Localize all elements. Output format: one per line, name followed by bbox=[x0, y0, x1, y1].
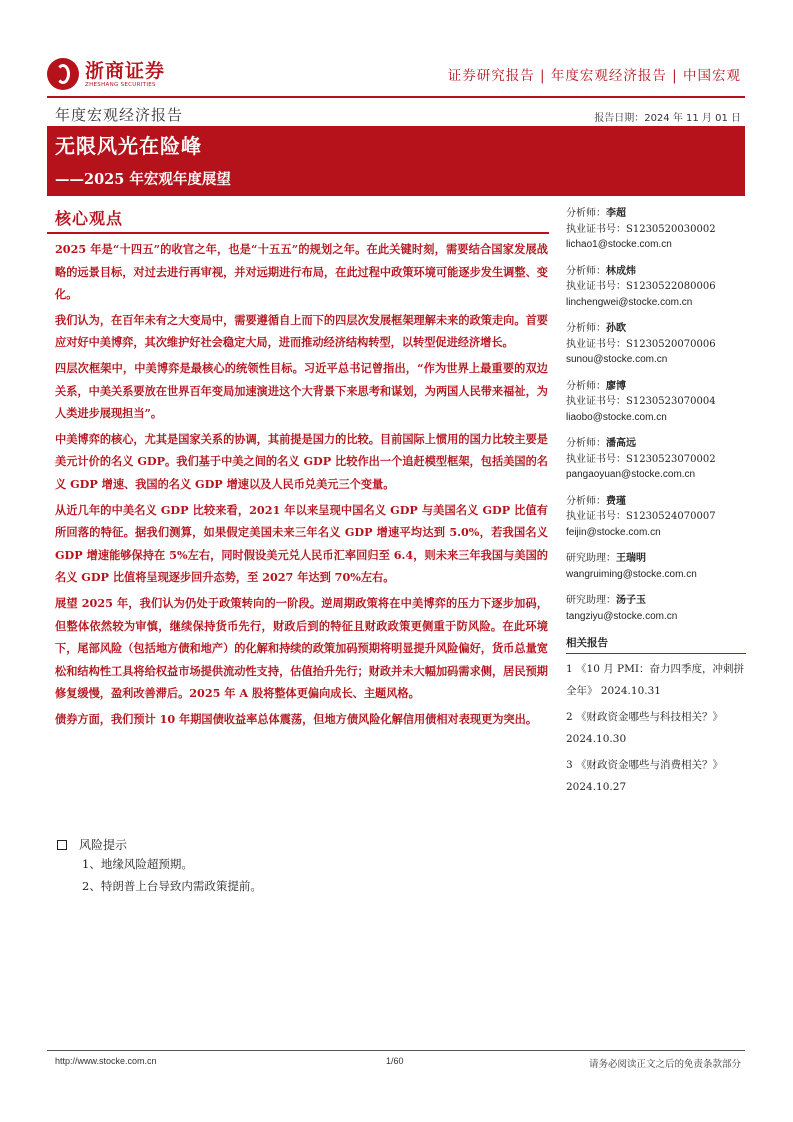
sidebar bbox=[566, 206, 746, 798]
core-paragraph: 从近几年的中美名义 GDP 比较来看，2021 年以来呈现中国名义 GDP 与美国名义 GDP 比值有所回落的特征。据我们测算，如果假定美国未来三年名义 GDP 增速平均达到 5.0%，若我国名义 GDP 增速能够保持在 5%左右，同时假设美元兑人民币汇率回归至 6.4，则未来三年我国与美国的名义 GDP 比值将呈现逐步回升态势，至 2027 年达到 70%左右。 bbox=[55, 502, 548, 585]
analyst-name: 廖博 bbox=[606, 380, 626, 392]
analyst-email[interactable]: pangaoyuan@stocke.com.cn bbox=[566, 469, 696, 480]
analyst-card bbox=[566, 321, 746, 368]
title-banner bbox=[47, 126, 745, 196]
core-paragraph: 四层次框架中，中美博弈是最核心的统领性目标。习近平总书记曾指出，“作为世界上最重要的双边关系，中美关系要放在世界百年变局加速演进这个大背景下来思考和谋划，为两国人民带来福祉，为人类进步展现担当”。 bbox=[55, 360, 548, 421]
analyst-role: 分析师： bbox=[566, 380, 606, 392]
assistant-email[interactable]: tangziyu@stocke.com.cn bbox=[566, 610, 678, 622]
risk-heading bbox=[57, 836, 127, 853]
header-divider bbox=[47, 96, 745, 98]
analyst-email[interactable]: feijin@stocke.com.cn bbox=[566, 526, 661, 538]
related-reports-heading: 相关报告 bbox=[566, 635, 746, 654]
related-report-link[interactable]: 2 《财政资金哪些与科技相关？》 2024.10.30 bbox=[566, 711, 724, 745]
analyst-name: 林成炜 bbox=[606, 265, 636, 277]
analyst-role: 分析师： bbox=[566, 265, 606, 277]
core-paragraph: 债券方面，我们预计 10 年期国债收益率总体震荡，但地方债风险化解信用债相对表现更为突出。 bbox=[55, 711, 538, 726]
company-logo bbox=[47, 54, 165, 94]
analyst-card bbox=[566, 379, 746, 426]
assistant-name: 王瑞明 bbox=[616, 553, 646, 564]
analyst-role: 分析师： bbox=[566, 438, 606, 449]
analyst-email[interactable]: lichao1@stocke.com.cn bbox=[566, 239, 672, 250]
analyst-email[interactable]: sunou@stocke.com.cn bbox=[566, 354, 668, 365]
related-report-link[interactable]: 3 《财政资金哪些与消费相关？》 2024.10.27 bbox=[566, 759, 724, 793]
checkbox-square-icon bbox=[57, 840, 67, 850]
analyst-cert: 执业证书号：S1230523070004 bbox=[566, 396, 716, 407]
risk-item: 2、特朗普上台导致内需政策提前。 bbox=[82, 879, 262, 893]
analyst-card bbox=[566, 436, 746, 483]
analyst-card bbox=[566, 264, 746, 311]
analyst-cert: 执业证书号：S1230522080006 bbox=[566, 281, 716, 292]
report-type: 年度宏观经济报告 bbox=[55, 106, 184, 124]
analyst-cert: 执业证书号：S1230523070002 bbox=[566, 453, 716, 465]
assistant-role: 研究助理： bbox=[566, 595, 616, 606]
analyst-card bbox=[566, 206, 746, 253]
analyst-email[interactable]: liaobo@stocke.com.cn bbox=[566, 411, 667, 423]
disclaimer-note: 请务必阅读正文之后的免责条款部分 bbox=[588, 1059, 741, 1070]
assistant-role: 研究助理： bbox=[566, 553, 616, 564]
report-date: 报告日期：2024 年 11 月 01 日 bbox=[594, 113, 741, 124]
core-view-heading: 核心观点 bbox=[55, 209, 124, 228]
footer-url[interactable]: http://www.stocke.com.cn bbox=[55, 1056, 157, 1066]
analyst-card bbox=[566, 494, 746, 541]
report-title: 无限风光在险峰 bbox=[55, 134, 202, 158]
assistant-email[interactable]: wangruiming@stocke.com.cn bbox=[566, 568, 697, 580]
risk-item: 1、地缘风险超预期。 bbox=[82, 857, 193, 871]
core-view-body bbox=[55, 238, 548, 733]
risk-heading-label: 风险提示 bbox=[79, 838, 128, 852]
core-view-divider bbox=[47, 232, 549, 234]
analyst-cert: 执业证书号：S1230520070006 bbox=[566, 338, 716, 350]
core-paragraph: 我们认为，在百年未有之大变局中，需要遵循自上而下的四层次发展框架理解未来的政策走向。首要应对好中美博弈，其次维护好社会稳定大局，进而推动经济结构转型，以转型促进经济增长。 bbox=[55, 312, 548, 350]
analyst-role: 分析师： bbox=[566, 495, 606, 507]
analyst-role: 分析师： bbox=[566, 323, 606, 334]
analyst-name: 费瑾 bbox=[606, 495, 626, 507]
report-category-nav: 证券研究报告 | 年度宏观经济报告 | 中国宏观 bbox=[447, 68, 741, 84]
related-report-link[interactable]: 1 《10 月 PMI：奋力四季度，冲刺拼全年》 2024.10.31 bbox=[566, 663, 745, 697]
assistant-card bbox=[566, 551, 746, 582]
report-subtitle: ——2025 年宏观年度展望 bbox=[55, 171, 231, 188]
footer-divider bbox=[47, 1050, 745, 1051]
core-paragraph: 展望 2025 年，我们认为仍处于政策转向的一阶段。逆周期政策将在中美博弈的压力下逐步加码，但整体依然较为审慎，继续保持货币先行，财政后到的特征且财政政策更侧重于防风险。在此环境下，尾部风险（包括地方债和地产）的化解和持续的政策加码预期将明显提升风险偏好，货币总量宽松和结构性工具将给权益市场提供流动性支持，估值抬升先行；财政并未大幅加码需求侧，居民预期修复缓慢，盈利改善滞后。2025 年 A 股将整体更偏向成长、主题风格。 bbox=[55, 595, 548, 701]
logo-name-en: ZHESHANG SECURITIES bbox=[85, 82, 156, 88]
analyst-name: 孙欧 bbox=[606, 323, 626, 334]
zheshang-logo-icon bbox=[47, 58, 79, 90]
assistant-card bbox=[566, 593, 746, 624]
page-number: 1/60 bbox=[386, 1056, 404, 1066]
analyst-name: 李超 bbox=[606, 208, 626, 219]
core-paragraph: 中美博弈的核心，尤其是国家关系的协调，其前提是国力的比较。目前国际上惯用的国力比较主要是美元计价的名义 GDP。我们基于中美之间的名义 GDP 比较作出一个追赶模型框架，包括美国的名义 GDP 增速、我国的名义 GDP 增速以及人民币兑美元三个变量。 bbox=[55, 431, 548, 491]
analyst-role: 分析师： bbox=[566, 208, 606, 219]
analyst-cert: 执业证书号：S1230520030002 bbox=[566, 223, 716, 235]
analyst-name: 潘高远 bbox=[606, 438, 636, 449]
analyst-email[interactable]: linchengwei@stocke.com.cn bbox=[566, 296, 693, 308]
analyst-cert: 执业证书号：S1230524070007 bbox=[566, 511, 716, 522]
logo-name-cn: 浙商证券 bbox=[85, 60, 166, 82]
core-paragraph: 2025 年是“十四五”的收官之年，也是“十五五”的规划之年。在此关键时刻，需要结合国家发展战略的远景目标，对过去进行再审视，并对远期进行布局，在此过程中政策环境可能逐步发生调整、变化。 bbox=[55, 242, 548, 302]
assistant-name: 汤子玉 bbox=[616, 595, 646, 606]
